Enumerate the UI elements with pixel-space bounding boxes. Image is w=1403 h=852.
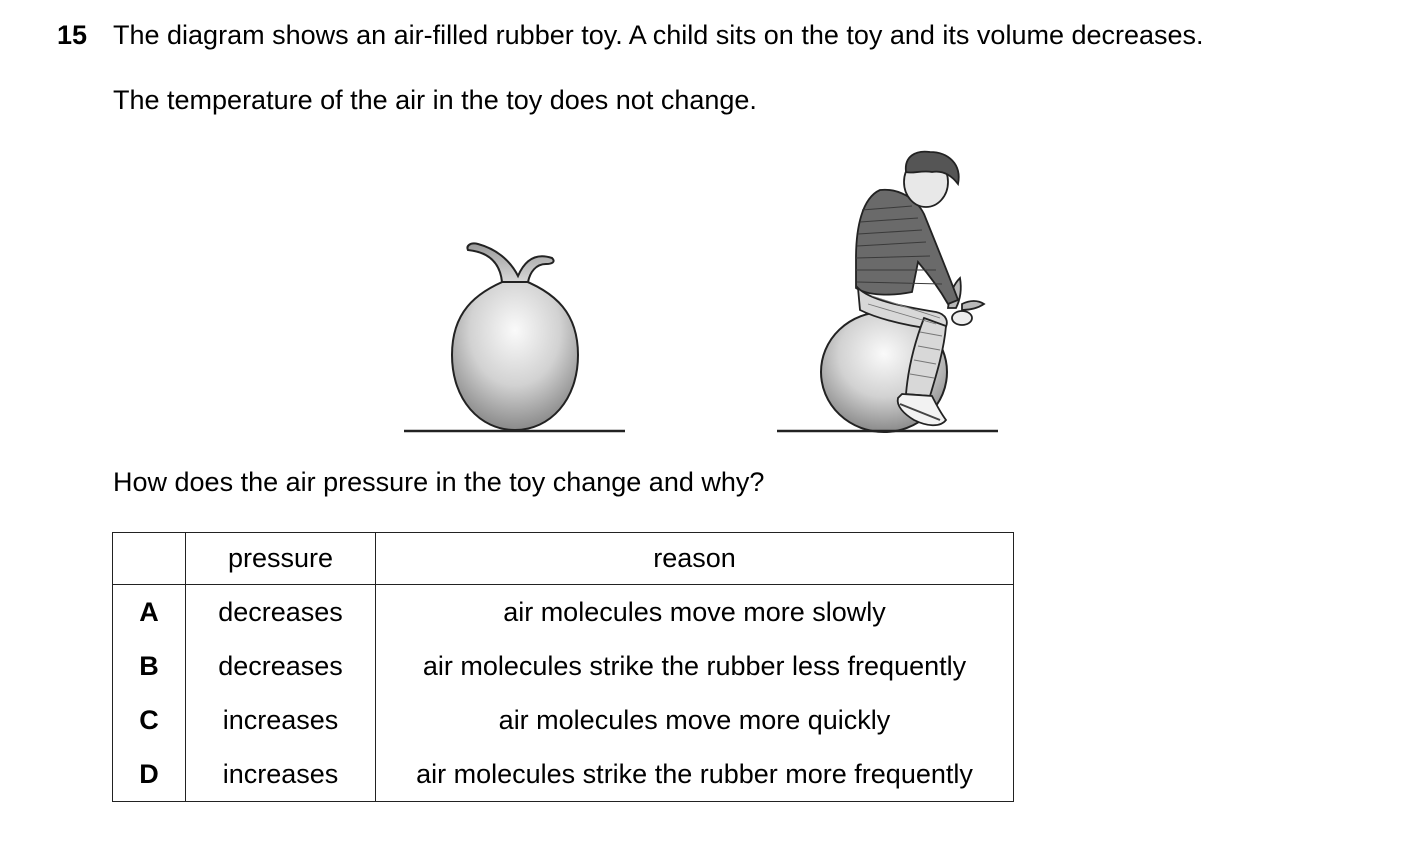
table-row[interactable]: [113, 693, 1014, 747]
header-reason: reason: [376, 533, 1014, 585]
question-prompt: How does the air pressure in the toy change and why?: [113, 467, 765, 497]
option-reason: air molecules move more slowly: [376, 585, 1014, 640]
question-stem-line-1: The diagram shows an air-filled rubber toy. A child sits on the toy and its volume decreases.: [113, 20, 1204, 50]
option-pressure: increases: [186, 693, 376, 747]
toy-with-child: [777, 152, 998, 432]
toy-handles: [467, 243, 553, 282]
option-pressure: increases: [186, 747, 376, 802]
table-header-row: [113, 533, 1014, 585]
option-letter[interactable]: A: [113, 585, 186, 640]
header-pressure: pressure: [186, 533, 376, 585]
toy-body: [452, 277, 578, 430]
option-reason: air molecules move more quickly: [376, 693, 1014, 747]
question-stem-line-2: The temperature of the air in the toy does not change.: [113, 85, 757, 115]
option-letter[interactable]: D: [113, 747, 186, 802]
toy-alone: [404, 243, 625, 431]
header-letter: [113, 533, 186, 585]
table-row[interactable]: [113, 639, 1014, 693]
table-row[interactable]: [113, 585, 1014, 640]
option-reason: air molecules strike the rubber more frequently: [376, 747, 1014, 802]
option-reason: air molecules strike the rubber less frequently: [376, 639, 1014, 693]
table-row[interactable]: [113, 747, 1014, 802]
answer-table: [112, 532, 1014, 802]
option-letter[interactable]: C: [113, 693, 186, 747]
question-number: 15: [57, 20, 88, 50]
option-pressure: decreases: [186, 639, 376, 693]
option-letter[interactable]: B: [113, 639, 186, 693]
option-pressure: decreases: [186, 585, 376, 640]
